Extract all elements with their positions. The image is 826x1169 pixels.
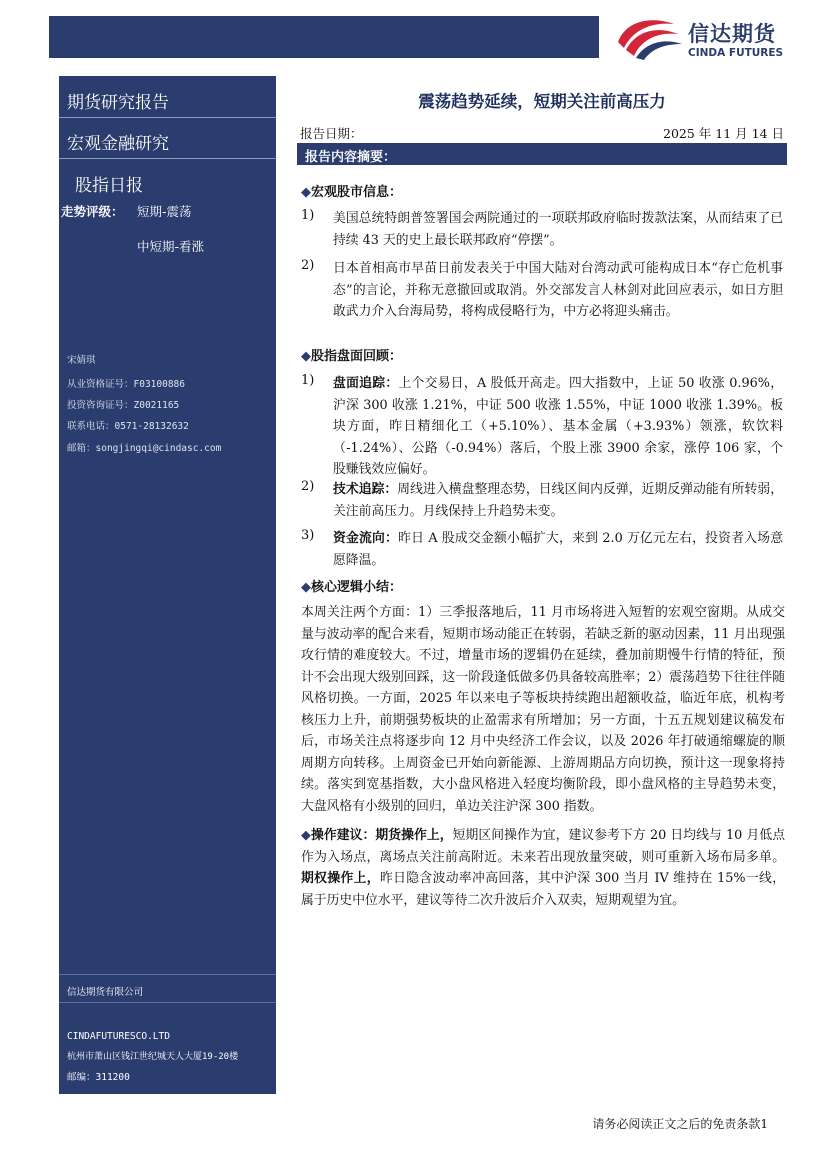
diamond-bullet-icon: ◆ <box>301 349 311 364</box>
logo-chinese-text: 信达期货 <box>688 22 776 46</box>
diamond-bullet-icon: ◆ <box>301 580 311 595</box>
cinda-logo <box>614 14 804 60</box>
options-advice: 昨日隐含波动率冲高回落，其中沪深 300 当月 IV 维持在 15%一线，属于历史中位水平，建议等待二次升波后介入双卖，短期观望为宜。 <box>301 871 785 908</box>
section-heading-review <box>301 345 402 364</box>
item-content: 昨日 A 股成交金额小幅扩大，来到 2.0 万亿元左右，投资者入场意愿降温。 <box>333 531 783 568</box>
item-text: 美国总统特朗普签署国会两院通过的一项联邦政府临时拨款法案，从而结束了已持续 43 天的史上最长联邦政府“停摆”。 <box>333 211 783 248</box>
futures-lead: 期货操作上， <box>375 828 453 843</box>
item-number: 2) <box>301 479 315 494</box>
item-text <box>333 373 783 481</box>
report-date: 2025 年 11 月 14 日 <box>663 126 784 141</box>
disclaimer-note: 请务必阅读正文之后的免责条款1 <box>592 1117 768 1131</box>
summary-header: 报告内容摘要： <box>305 150 397 165</box>
item-lead: 资金流向： <box>333 531 399 546</box>
header-bar <box>49 16 599 58</box>
logic-paragraph: 本周关注两个方面：1）三季报落地后，11 月市场将进入短暂的宏观空窗期。从成交量与波动率的配合来看，短期市场动能正在转弱，若缺乏新的驱动因素，11 月出现强攻行情的难度较大。不过，增量市场的逻辑仍在延续，叠加前期慢牛行情的特征，预计不会出现大级别回踩，这一阶段逢低做多仍具备较高胜率；2）震荡趋势下往往伴随风格切换。一方面，2025 年以来电子等板块持续跑出超额收益，临近年底，机构考核压力上升，前期强势板块的止盈需求有所增加；另一方面，十五五规划建议稿发布后，市场关注点将逐步向 12 月中央经济工作会议，以及 2026 年打破通缩螺旋的顺周期方向转移。上周资金已开始向新能源、上游周期品方向切换，预计这一现象将持续。落实到宽基指数，大小盘风格进入轻度均衡阶段，即小盘风格的主导趋势未变，大盘风格有小级别的回归，单边关注沪深 300 指数。 <box>301 605 785 814</box>
sidebar-divider <box>59 158 276 159</box>
sidebar-divider <box>59 117 276 118</box>
item-number: 2) <box>301 258 315 273</box>
rating-mid-term: 中短期-看涨 <box>137 239 205 254</box>
report-subcategory: 宏观金融研究 <box>67 134 169 154</box>
cinda-logo-icon <box>614 14 684 60</box>
item-number: 1) <box>301 373 315 388</box>
item-content: 上个交易日，A 股低开高走。四大指数中，上证 50 收涨 0.96%，沪深 300 收涨 1.21%，中证 500 收涨 1.55%，中证 1000 收涨 1.39%。板块方面，昨日精细化工（+5.10%）、基本金属（+3.93%）领涨，软饮料（-1.24%）、公路（-0.94%）落后，个股上涨 3900 余家，涨停 106 家，个股赚钱效应偏好。 <box>333 376 784 477</box>
operation-paragraph <box>301 825 785 911</box>
report-date-label: 报告日期： <box>300 126 363 141</box>
item-text: 日本首相高市早苗日前发表关于中国大陆对台湾动武可能构成日本“存亡危机事态”的言论，并称无意撤回或取消。外交部发言人林剑对此回应表示，如日方胆敢武力介入台海局势，将构成侵略行为，中方必将迎头痛击。 <box>333 261 783 319</box>
company-address: 杭州市萧山区钱江世纪城天人大厦19-20楼 <box>67 1052 239 1062</box>
company-name-en: CINDAFUTURESCO.LTD <box>67 1031 170 1042</box>
item-lead: 技术追踪： <box>333 482 398 497</box>
company-name: 信达期货有限公司 <box>67 987 144 998</box>
futures-advice: 短期区间操作为宜，建议参考下方 20 日均线与 10 月低点作为入场点，离场点关注前高附近。未来若出现放量突破，则可重新入场布局多单。 <box>301 828 786 865</box>
item-lead: 盘面追踪： <box>333 376 399 391</box>
sidebar-divider <box>59 1002 276 1003</box>
item-number: 1) <box>301 208 315 223</box>
report-type: 股指日报 <box>75 176 143 196</box>
rating-label: 走势评级： <box>61 204 124 219</box>
analyst-name: 宋婧琪 <box>67 355 96 366</box>
section-heading-logic <box>301 576 402 595</box>
item-text <box>333 528 783 571</box>
contact-phone: 联系电话：0571-28132632 <box>67 421 189 432</box>
consult-number: 投资咨询证号：Z0021165 <box>67 400 180 411</box>
operation-heading: 操作建议： <box>310 828 376 843</box>
item-number: 3) <box>301 528 315 543</box>
section-heading-text: 核心逻辑小结： <box>311 580 403 595</box>
summary-header-bar <box>297 143 787 165</box>
company-postcode: 邮编：311200 <box>67 1072 130 1083</box>
section-heading-text: 股指盘面回顾： <box>311 349 403 364</box>
sidebar-divider <box>59 974 276 975</box>
item-content: 周线进入横盘整理态势，日线区间内反弹，近期反弹动能有所转弱，关注前高压力。月线保持上升趋势未变。 <box>333 482 784 519</box>
diamond-bullet-icon: ◆ <box>301 828 311 843</box>
contact-email[interactable]: 邮箱：songjingqi@cindasc.com <box>67 443 222 454</box>
options-lead: 期权操作上， <box>301 871 380 886</box>
diamond-bullet-icon: ◆ <box>301 185 311 200</box>
rating-short-term: 短期-震荡 <box>137 204 192 219</box>
section-heading-macro <box>301 181 402 200</box>
logo-english-text: CINDA FUTURES <box>688 47 784 59</box>
report-category: 期货研究报告 <box>67 93 169 113</box>
item-text <box>333 479 783 522</box>
page-title: 震荡趋势延续，短期关注前高压力 <box>418 92 666 111</box>
section-heading-text: 宏观股市信息： <box>311 185 403 200</box>
qualification-number: 从业资格证号：F03100886 <box>67 379 185 390</box>
sidebar <box>59 76 276 1094</box>
